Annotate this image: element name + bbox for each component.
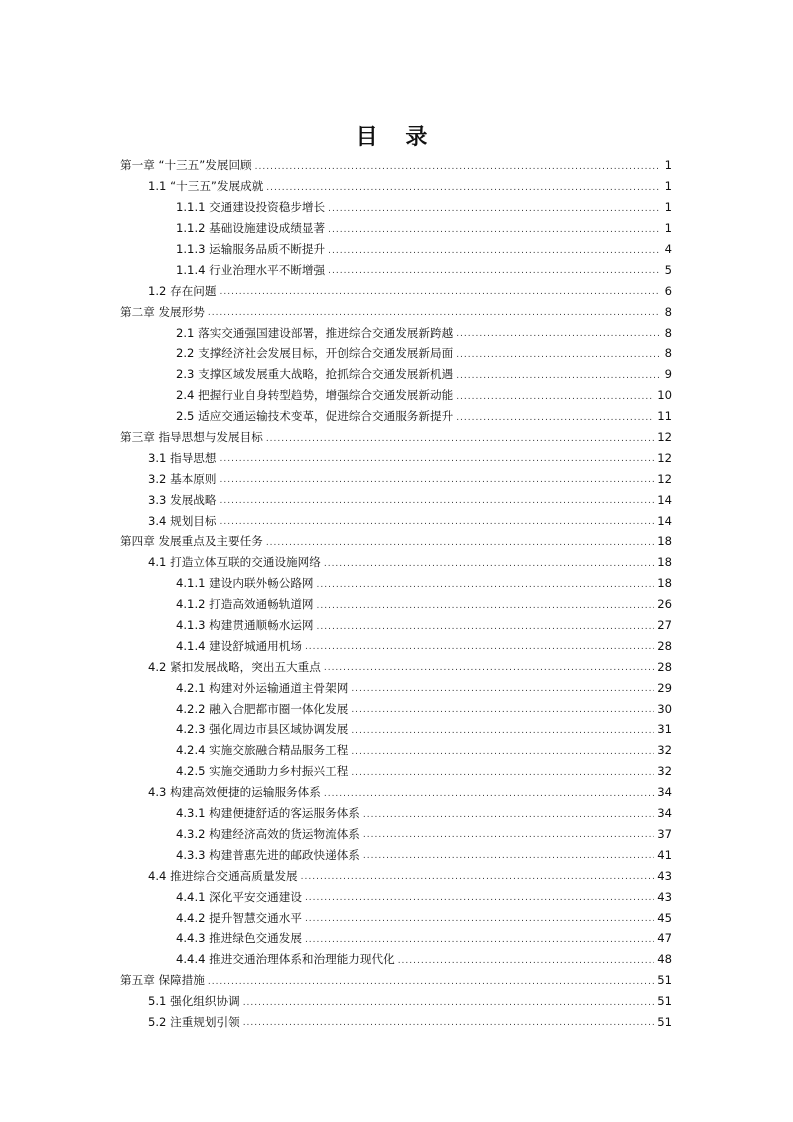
toc-leader-dots bbox=[328, 226, 659, 235]
toc-entry-label: 4.4.2 提升智慧交通水平 bbox=[176, 910, 302, 925]
toc-entry-page: 12 bbox=[657, 430, 672, 445]
table-of-contents bbox=[120, 155, 672, 1032]
toc-entry[interactable] bbox=[120, 594, 672, 615]
toc-entry[interactable] bbox=[120, 1012, 672, 1033]
toc-leader-dots bbox=[305, 915, 654, 924]
toc-entry-label: 1.1 “十三五”发展成就 bbox=[148, 179, 264, 194]
toc-entry[interactable] bbox=[120, 280, 672, 301]
toc-leader-dots bbox=[208, 309, 659, 318]
toc-leader-dots bbox=[398, 957, 655, 966]
toc-leader-dots bbox=[266, 539, 654, 548]
toc-entry-label: 4.4.1 深化平安交通建设 bbox=[176, 889, 302, 904]
toc-entry-label: 4.1.3 构建贯通顺畅水运网 bbox=[176, 618, 314, 633]
toc-entry-label: 5.2 注重规划引领 bbox=[148, 1014, 240, 1029]
toc-entry-label: 4.2.1 构建对外运输通道主骨架网 bbox=[176, 680, 349, 695]
toc-entry-page: 32 bbox=[657, 764, 672, 779]
toc-entry-page: 8 bbox=[664, 325, 672, 340]
toc-leader-dots bbox=[301, 873, 655, 882]
toc-entry[interactable] bbox=[120, 719, 672, 740]
toc-entry-page: 18 bbox=[657, 534, 672, 549]
toc-entry-label: 1.1.2 基础设施建设成绩显著 bbox=[176, 221, 326, 236]
toc-entry[interactable] bbox=[120, 510, 672, 531]
toc-entry-label: 3.4 规划目标 bbox=[148, 513, 217, 528]
toc-entry-page: 43 bbox=[657, 889, 672, 904]
toc-leader-dots bbox=[220, 497, 655, 506]
toc-entry[interactable] bbox=[120, 155, 672, 176]
toc-entry-page: 1 bbox=[664, 221, 672, 236]
toc-entry-page: 34 bbox=[657, 785, 672, 800]
toc-entry-page: 41 bbox=[657, 847, 672, 862]
toc-leader-dots bbox=[351, 727, 654, 736]
toc-entry-label: 2.2 支撑经济社会发展目标，开创综合交通发展新局面 bbox=[176, 346, 454, 361]
toc-leader-dots bbox=[243, 1019, 655, 1028]
toc-leader-dots bbox=[363, 831, 654, 840]
toc-entry-page: 1 bbox=[664, 200, 672, 215]
toc-entry[interactable] bbox=[120, 656, 672, 677]
toc-entry-page: 28 bbox=[657, 638, 672, 653]
toc-entry[interactable] bbox=[120, 970, 672, 991]
toc-leader-dots bbox=[243, 999, 655, 1008]
toc-leader-dots bbox=[305, 936, 654, 945]
toc-entry-label: 第二章 发展形势 bbox=[120, 304, 205, 319]
toc-entry-label: 4.2.4 实施交旅融合精品服务工程 bbox=[176, 743, 349, 758]
toc-entry-page: 11 bbox=[657, 409, 672, 424]
toc-entry-label: 3.3 发展战略 bbox=[148, 492, 217, 507]
toc-entry-page: 31 bbox=[657, 722, 672, 737]
toc-entry[interactable] bbox=[120, 197, 672, 218]
toc-leader-dots bbox=[208, 978, 654, 987]
toc-entry-page: 26 bbox=[657, 597, 672, 612]
toc-entry[interactable] bbox=[120, 761, 672, 782]
toc-entry-page: 29 bbox=[657, 680, 672, 695]
toc-entry-page: 51 bbox=[657, 973, 672, 988]
toc-leader-dots bbox=[324, 790, 654, 799]
toc-entry-page: 18 bbox=[657, 576, 672, 591]
toc-leader-dots bbox=[363, 811, 654, 820]
toc-entry[interactable] bbox=[120, 782, 672, 803]
toc-entry[interactable] bbox=[120, 886, 672, 907]
toc-entry-page: 34 bbox=[657, 806, 672, 821]
toc-entry-label: 4.2.2 融入合肥都市圈一体化发展 bbox=[176, 701, 349, 716]
toc-entry[interactable] bbox=[120, 531, 672, 552]
toc-leader-dots bbox=[220, 518, 655, 527]
toc-entry-label: 4.1.1 建设内联外畅公路网 bbox=[176, 576, 314, 591]
toc-leader-dots bbox=[324, 560, 654, 569]
toc-entry-label: 4.3 构建高效便捷的运输服务体系 bbox=[148, 785, 321, 800]
toc-entry-page: 14 bbox=[657, 513, 672, 528]
toc-entry-page: 18 bbox=[657, 555, 672, 570]
toc-entry-page: 51 bbox=[657, 1014, 672, 1029]
toc-leader-dots bbox=[351, 685, 654, 694]
toc-entry[interactable] bbox=[120, 301, 672, 322]
toc-entry-label: 4.2.3 强化周边市县区域协调发展 bbox=[176, 722, 349, 737]
toc-leader-dots bbox=[220, 476, 655, 485]
toc-entry-label: 4.4.3 推进绿色交通发展 bbox=[176, 931, 302, 946]
toc-leader-dots bbox=[220, 288, 660, 297]
toc-entry-label: 2.4 把握行业自身转型趋势，增强综合交通发展新动能 bbox=[176, 388, 454, 403]
toc-entry-label: 第三章 指导思想与发展目标 bbox=[120, 430, 263, 445]
toc-entry[interactable] bbox=[120, 928, 672, 949]
toc-entry-label: 第四章 发展重点及主要任务 bbox=[120, 534, 263, 549]
toc-entry-label: 4.2.5 实施交通助力乡村振兴工程 bbox=[176, 764, 349, 779]
toc-leader-dots bbox=[328, 247, 659, 256]
toc-entry-page: 43 bbox=[657, 868, 672, 883]
toc-leader-dots bbox=[328, 267, 659, 276]
toc-entry-label: 4.1.4 建设舒城通用机场 bbox=[176, 638, 302, 653]
toc-leader-dots bbox=[317, 623, 655, 632]
toc-entry[interactable] bbox=[120, 259, 672, 280]
toc-entry-label: 4.2 紧扣发展战略，突出五大重点 bbox=[148, 659, 321, 674]
toc-entry[interactable] bbox=[120, 573, 672, 594]
toc-leader-dots bbox=[351, 769, 654, 778]
toc-entry[interactable] bbox=[120, 176, 672, 197]
toc-entry-label: 4.4.4 推进交通治理体系和治理能力现代化 bbox=[176, 952, 395, 967]
toc-leader-dots bbox=[456, 393, 654, 402]
toc-entry-page: 27 bbox=[657, 618, 672, 633]
toc-leader-dots bbox=[220, 455, 655, 464]
toc-entry-label: 1.1.1 交通建设投资稳步增长 bbox=[176, 200, 326, 215]
toc-entry-label: 4.4 推进综合交通高质量发展 bbox=[148, 868, 298, 883]
page-title: 目 录 bbox=[355, 125, 438, 150]
toc-leader-dots bbox=[317, 581, 655, 590]
toc-entry-page: 32 bbox=[657, 743, 672, 758]
toc-entry[interactable] bbox=[120, 907, 672, 928]
toc-entry-label: 2.1 落实交通强国建设部署，推进综合交通发展新跨越 bbox=[176, 325, 454, 340]
toc-leader-dots bbox=[305, 894, 654, 903]
toc-entry-page: 8 bbox=[664, 304, 672, 319]
toc-entry-label: 4.3.3 构建普惠先进的邮政快递体系 bbox=[176, 847, 360, 862]
toc-entry[interactable] bbox=[120, 406, 672, 427]
toc-leader-dots bbox=[266, 435, 654, 444]
toc-entry[interactable] bbox=[120, 552, 672, 573]
toc-entry-label: 4.3.2 构建经济高效的货运物流体系 bbox=[176, 826, 360, 841]
toc-entry-page: 30 bbox=[657, 701, 672, 716]
toc-entry[interactable] bbox=[120, 322, 672, 343]
toc-entry-page: 10 bbox=[657, 388, 672, 403]
toc-entry[interactable] bbox=[120, 239, 672, 260]
toc-entry-page: 37 bbox=[657, 826, 672, 841]
toc-entry[interactable] bbox=[120, 803, 672, 824]
toc-entry-page: 5 bbox=[664, 262, 672, 277]
toc-entry[interactable] bbox=[120, 427, 672, 448]
toc-entry[interactable] bbox=[120, 489, 672, 510]
toc-entry[interactable] bbox=[120, 635, 672, 656]
toc-leader-dots bbox=[255, 163, 659, 172]
toc-leader-dots bbox=[351, 706, 654, 715]
toc-entry-label: 4.1 打造立体互联的交通设施网络 bbox=[148, 555, 321, 570]
toc-entry-label: 2.5 适应交通运输技术变革，促进综合交通服务新提升 bbox=[176, 409, 454, 424]
toc-entry-label: 2.3 支撑区域发展重大战略，抢抓综合交通发展新机遇 bbox=[176, 367, 454, 382]
toc-entry-label: 第五章 保障措施 bbox=[120, 973, 205, 988]
toc-leader-dots bbox=[328, 205, 659, 214]
toc-entry[interactable] bbox=[120, 447, 672, 468]
toc-leader-dots bbox=[317, 602, 655, 611]
toc-leader-dots bbox=[351, 748, 654, 757]
toc-entry-label: 3.1 指导思想 bbox=[148, 450, 217, 465]
toc-entry-page: 1 bbox=[664, 158, 672, 173]
toc-entry-page: 47 bbox=[657, 931, 672, 946]
toc-entry-page: 45 bbox=[657, 910, 672, 925]
toc-entry[interactable] bbox=[120, 218, 672, 239]
toc-entry-page: 4 bbox=[664, 242, 672, 256]
toc-entry-page: 6 bbox=[664, 283, 672, 298]
toc-entry-page: 12 bbox=[657, 471, 672, 486]
toc-entry[interactable] bbox=[120, 844, 672, 865]
toc-entry-page: 48 bbox=[657, 952, 672, 967]
toc-entry-label: 1.2 存在问题 bbox=[148, 283, 217, 298]
toc-entry[interactable] bbox=[120, 468, 672, 489]
toc-entry-label: 4.1.2 打造高效通畅轨道网 bbox=[176, 597, 314, 612]
toc-leader-dots bbox=[305, 643, 654, 652]
toc-entry[interactable] bbox=[120, 677, 672, 698]
toc-entry-label: 4.3.1 构建便捷舒适的客运服务体系 bbox=[176, 806, 360, 821]
toc-leader-dots bbox=[456, 372, 659, 381]
toc-entry[interactable] bbox=[120, 364, 672, 385]
toc-entry-label: 1.1.4 行业治理水平不断增强 bbox=[176, 262, 326, 277]
toc-entry[interactable] bbox=[120, 385, 672, 406]
toc-entry-page: 8 bbox=[664, 346, 672, 361]
toc-entry[interactable] bbox=[120, 740, 672, 761]
toc-leader-dots bbox=[324, 664, 654, 673]
toc-entry[interactable] bbox=[120, 991, 672, 1012]
toc-leader-dots bbox=[266, 184, 659, 193]
toc-entry-label: 第一章 “十三五”发展回顾 bbox=[120, 158, 252, 173]
toc-entry-page: 28 bbox=[657, 659, 672, 674]
toc-leader-dots bbox=[456, 330, 659, 339]
toc-entry-label: 1.1.3 运输服务品质不断提升 bbox=[176, 242, 326, 256]
toc-leader-dots bbox=[363, 852, 654, 861]
toc-leader-dots bbox=[456, 351, 659, 360]
toc-entry-page: 12 bbox=[657, 450, 672, 465]
toc-entry-page: 51 bbox=[657, 994, 672, 1009]
toc-entry[interactable] bbox=[120, 615, 672, 636]
toc-entry[interactable] bbox=[120, 698, 672, 719]
toc-entry-page: 14 bbox=[657, 492, 672, 507]
toc-entry[interactable] bbox=[120, 824, 672, 845]
toc-entry-page: 1 bbox=[664, 179, 672, 194]
toc-entry[interactable] bbox=[120, 865, 672, 886]
toc-leader-dots bbox=[456, 414, 654, 423]
toc-entry[interactable] bbox=[120, 949, 672, 970]
toc-entry[interactable] bbox=[120, 343, 672, 364]
toc-entry-page: 9 bbox=[664, 367, 672, 382]
toc-entry-label: 3.2 基本原则 bbox=[148, 471, 217, 486]
toc-entry-label: 5.1 强化组织协调 bbox=[148, 994, 240, 1009]
